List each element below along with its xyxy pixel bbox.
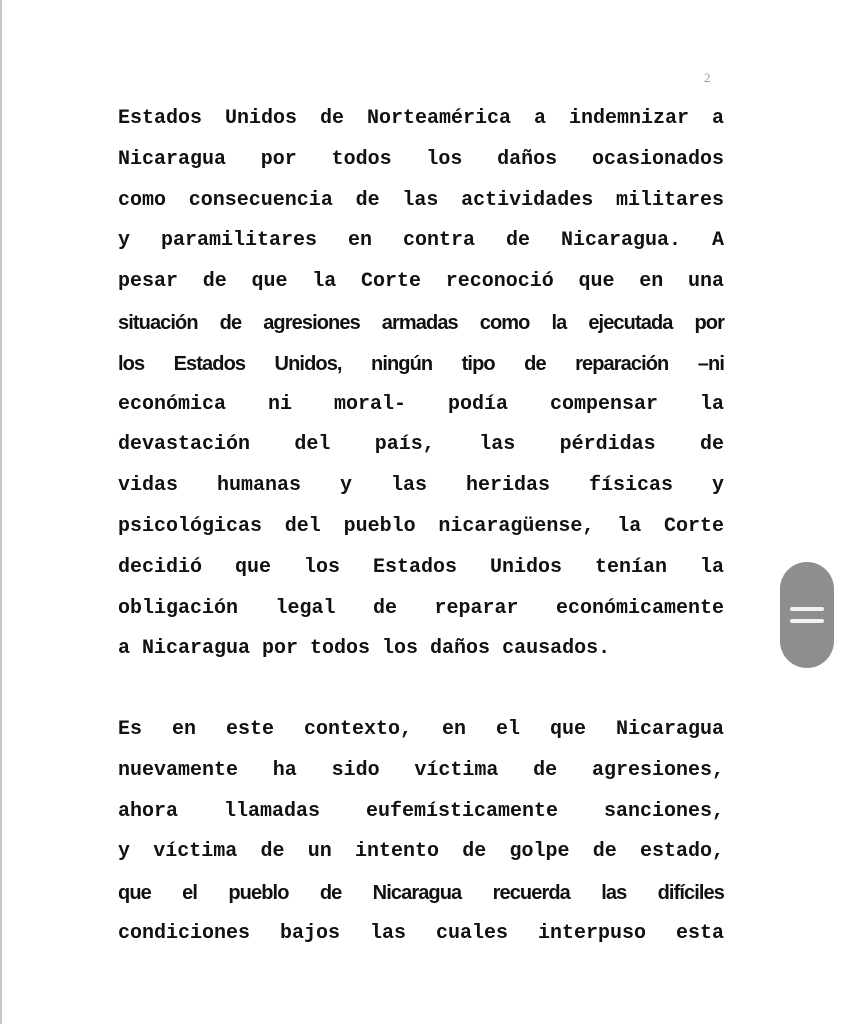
text-line: económica ni moral- podía compensar la [118,392,724,416]
text-line: pesar de que la Corte reconoció que en una [118,270,724,294]
text-line: devastación del país, las pérdidas de [118,433,724,457]
paragraph-1 [118,99,724,670]
text-line: que el pueblo de Nicaragua recuerda las difíciles [118,882,724,905]
text-line: a Nicaragua por todos los daños causados. [118,637,611,661]
text-line: vidas humanas y las heridas físicas y [118,474,724,498]
text-line: psicológicas del pueblo nicaragüense, la Corte [118,514,724,538]
text-line: Nicaragua por todos los daños ocasionados [118,147,724,171]
text-line: nuevamente ha sido víctima de agresiones, [118,758,724,782]
text-line: Es en este contexto, en el que Nicaragua [118,718,724,741]
paragraph-2 [118,710,724,955]
text-line: los Estados Unidos, ningún tipo de reparación –ni [118,352,724,375]
text-line: decidió que los Estados Unidos tenían la [118,555,724,579]
text-line: ahora llamadas eufemísticamente sanciones, [118,799,724,823]
text-line: como consecuencia de las actividades militares [118,188,724,212]
text-line: y víctima de un intento de golpe de estado, [118,840,724,864]
text-line: situación de agresiones armadas como la ejecutada por [118,311,724,334]
text-line: condiciones bajos las cuales interpuso esta [118,921,724,945]
drag-handle-icon [790,607,824,611]
text-line: Estados Unidos de Norteamérica a indemnizar a [118,107,724,130]
drag-handle-icon [790,619,824,623]
page-edge [0,0,2,1024]
page-number: 2 [704,70,711,85]
text-line: obligación legal de reparar económicamente [118,596,724,620]
scroll-handle[interactable] [780,562,834,668]
text-line: y paramilitares en contra de Nicaragua. A [118,229,724,253]
